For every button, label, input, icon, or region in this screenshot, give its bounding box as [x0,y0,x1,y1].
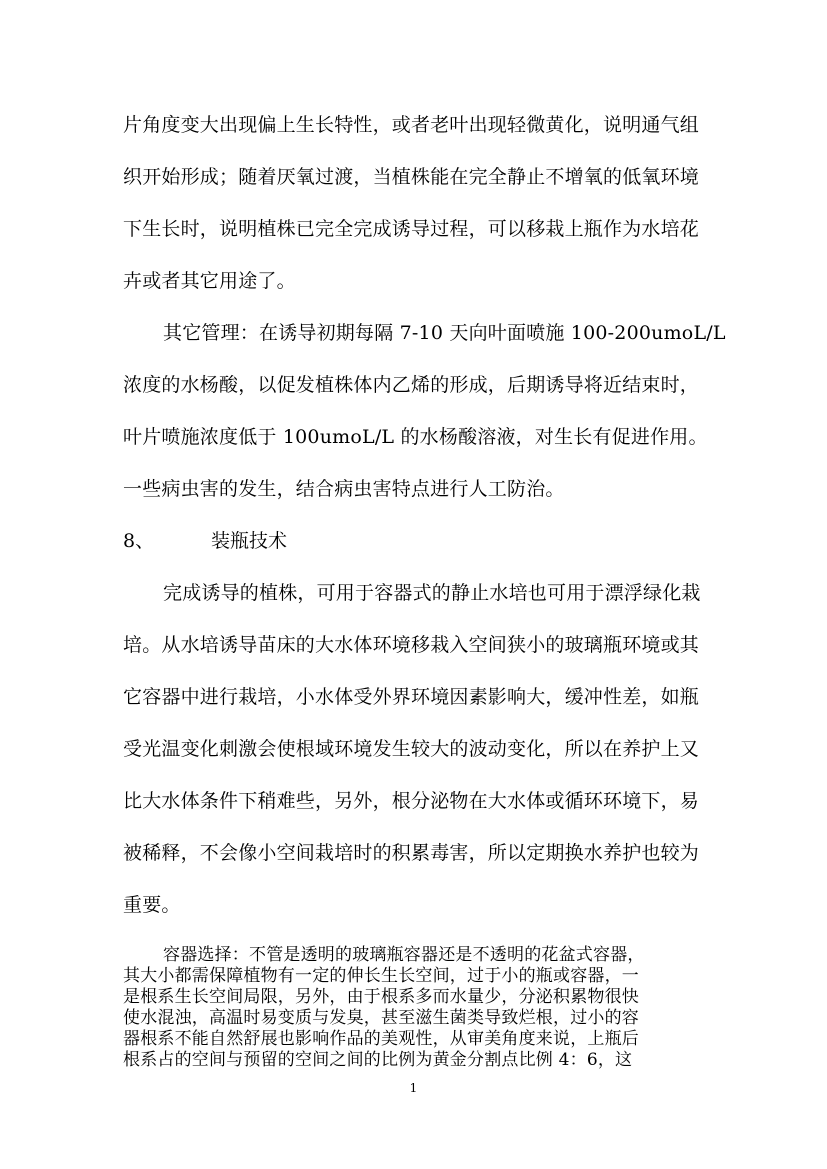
paragraph-3-line-7: 重要。 [123,894,181,916]
paragraph-2-line-3: 叶片喷施浓度低于 100umoL/L 的水杨酸溶液，对生长有促进作用。 [123,426,708,448]
paragraph-4-line-2: 其大小都需保障植物有一定的伸长生长空间，过于小的瓶或容器，一 [123,966,639,986]
paragraph-2-line-4: 一些病虫害的发生，结合病虫害特点进行人工防治。 [123,478,565,500]
section-heading [123,529,287,553]
page-number: 1 [409,1081,418,1095]
paragraph-2-line-1: 其它管理：在诱导初期每隔 7-10 天向叶面喷施 100-200umoL/L [163,322,726,344]
section-heading-number: 8、 [123,530,155,552]
paragraph-1-line-2: 织开始形成；随着厌氧过渡，当植株能在完全静止不增氧的低氧环境 [123,166,700,188]
paragraph-4-line-6: 根系占的空间与预留的空间之间的比例为黄金分割点比例 4：6，这 [123,1050,633,1070]
paragraph-4-line-3: 是根系生长空间局限，另外，由于根系多而水量少，分泌积累物很快 [123,987,639,1007]
section-heading-text: 装瓶技术 [211,530,288,552]
paragraph-1-line-1: 片角度变大出现偏上生长特性，或者老叶出现轻微黄化，说明通气组 [123,114,700,136]
paragraph-3-line-5: 比大水体条件下稍难些，另外，根分泌物在大水体或循环环境下，易 [123,790,700,812]
paragraph-4-line-4: 使水混浊，高温时易变质与发臭，甚至滋生菌类导致烂根，过小的容 [123,1008,639,1028]
paragraph-3-line-6: 被稀释，不会像小空间栽培时的积累毒害，所以定期换水养护也较为 [123,842,700,864]
paragraph-4-line-5: 器根系不能自然舒展也影响作品的美观性，从审美角度来说，上瓶后 [123,1029,639,1049]
paragraph-3-line-4: 受光温变化刺激会使根域环境发生较大的波动变化，所以在养护上又 [123,738,700,760]
paragraph-1-line-4: 卉或者其它用途了。 [123,270,296,292]
paragraph-3-line-1: 完成诱导的植株，可用于容器式的静止水培也可用于漂浮绿化栽 [163,582,701,604]
paragraph-3-line-3: 它容器中进行栽培，小水体受外界环境因素影响大，缓冲性差，如瓶 [123,686,700,708]
paragraph-2-line-2: 浓度的水杨酸，以促发植株体内乙烯的形成，后期诱导将近结束时， [123,374,700,396]
paragraph-3-line-2: 培。从水培诱导苗床的大水体环境移栽入空间狭小的玻璃瓶环境或其 [123,634,700,656]
paragraph-1-line-3: 下生长时，说明植株已完全完成诱导过程，可以移栽上瓶作为水培花 [123,218,700,240]
paragraph-4-line-1: 容器选择：不管是透明的玻璃瓶容器还是不透明的花盆式容器， [163,945,645,965]
